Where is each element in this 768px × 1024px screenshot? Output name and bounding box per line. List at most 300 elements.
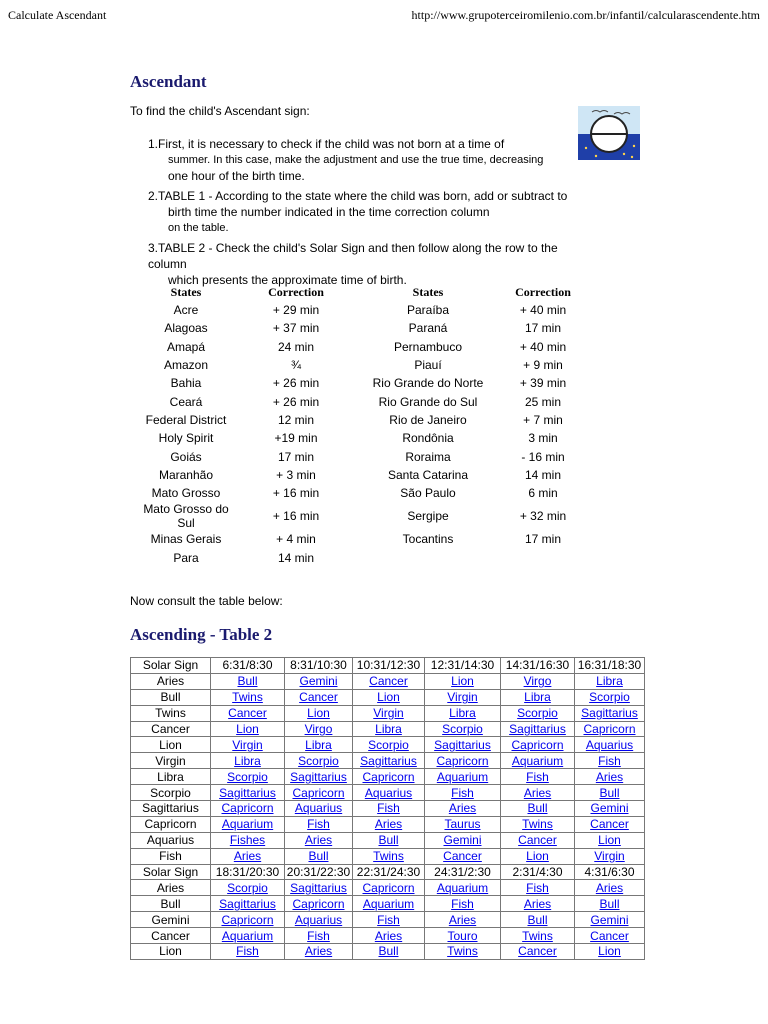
ascendant-sign-link[interactable]: Libra — [449, 706, 476, 721]
ascendant-cell — [285, 689, 353, 705]
ascendant-cell — [575, 928, 645, 944]
step-2 — [148, 188, 588, 236]
ascendant-sign-link[interactable]: Cancer — [299, 690, 338, 705]
solar-sign-cell: Sagittarius — [131, 801, 211, 817]
ascendant-sign-link[interactable]: Fish — [236, 944, 259, 959]
ascendant-cell — [353, 785, 425, 801]
ascendant-sign-link[interactable]: Touro — [447, 928, 478, 943]
solar-sign-cell: Libra — [131, 769, 211, 785]
ascendant-sign-link[interactable]: Cancer — [590, 928, 629, 943]
correction-cell: 17 min — [524, 321, 562, 336]
ascendant-cell — [211, 753, 285, 769]
state-name-cell: São Paulo — [400, 486, 456, 501]
ascendant-cell — [211, 689, 285, 705]
ascendant-sign-link[interactable]: Bull — [378, 944, 399, 959]
ascendant-cell — [211, 801, 285, 817]
solar-sign-cell: Bull — [131, 689, 211, 705]
correction-cell: 12 min — [277, 412, 315, 427]
ascendant-sign-link[interactable]: Aquarius — [364, 785, 413, 800]
table-row — [136, 392, 586, 410]
correction-cell: + 37 min — [272, 321, 320, 336]
ascendant-sign-link[interactable]: Cancer — [228, 706, 267, 721]
step-2-line-2: birth time the number indicated in the time correction column — [168, 205, 490, 219]
ascendant-sign-link[interactable]: Twins — [447, 944, 478, 959]
correction-cell: + 39 min — [519, 376, 567, 391]
solar-sign-cell: Gemini — [131, 912, 211, 928]
ascendant-cell — [575, 721, 645, 737]
ascendant-sign-link[interactable]: Aries — [304, 833, 333, 848]
ascendant-cell — [285, 880, 353, 896]
ascendant-cell — [425, 721, 501, 737]
ascendant-sign-link[interactable]: Aquarium — [362, 896, 415, 911]
ascendant-sign-link[interactable]: Fishes — [229, 833, 266, 848]
ascendant-sign-link[interactable]: Libra — [375, 722, 402, 736]
solar-sign-cell: Capricorn — [131, 816, 211, 832]
ascendant-sign-link[interactable]: Bull — [527, 801, 548, 816]
ascendant-sign-link[interactable]: Sagittarius — [219, 785, 276, 800]
table-row — [131, 912, 645, 928]
ascendant-sign-link[interactable]: Libra — [524, 690, 551, 705]
table-row — [136, 374, 586, 392]
ascendant-cell — [353, 689, 425, 705]
steps-list — [148, 136, 588, 292]
state-name-cell: Goiás — [170, 449, 202, 464]
table-row — [136, 549, 586, 567]
ascendant-cell — [353, 769, 425, 785]
solar-sign-cell: Cancer — [131, 721, 211, 737]
table-row — [136, 411, 586, 429]
table-row — [136, 356, 586, 374]
ascendant-sign-link[interactable]: Virgin — [373, 706, 404, 721]
ascendant-cell — [425, 801, 501, 817]
step-1-line-3: one hour of the birth time. — [168, 169, 305, 183]
ascendant-cell — [501, 832, 575, 848]
ascendant-sign-link[interactable]: Taurus — [444, 817, 481, 832]
state-name-cell: Acre — [173, 303, 199, 318]
table-row — [136, 338, 586, 356]
ascendant-cell — [425, 912, 501, 928]
ascendant-cell — [353, 705, 425, 721]
table-row — [136, 447, 586, 465]
ascendant-sign-link[interactable]: Scorpio — [442, 722, 483, 736]
ascendant-cell — [575, 848, 645, 864]
ascendant-sign-link[interactable]: Gemini — [443, 833, 482, 848]
ascendant-cell — [285, 721, 353, 737]
consult-text: Now consult the table below: — [130, 594, 283, 608]
ascendant-sign-link[interactable]: Aries — [595, 769, 624, 784]
ascendant-cell — [211, 769, 285, 785]
state-name-cell: Paraná — [408, 321, 448, 336]
time-range-header-cell: 10:31/12:30 — [353, 658, 425, 674]
time-range-header-cell: Solar Sign — [131, 864, 211, 880]
ascendant-sign-link[interactable]: Lion — [598, 833, 621, 848]
ascendant-sign-link[interactable]: Aries — [523, 785, 552, 800]
state-name-cell: Rondônia — [402, 431, 454, 446]
state-name-cell: Alagoas — [164, 321, 208, 336]
ascendant-cell — [501, 928, 575, 944]
ascendant-cell — [425, 705, 501, 721]
ascendant-cell — [211, 912, 285, 928]
ascendant-sign-link[interactable]: Sagittarius — [290, 769, 347, 784]
correction-cell: + 29 min — [272, 303, 320, 318]
solar-sign-cell: Bull — [131, 896, 211, 912]
ascendant-cell — [211, 785, 285, 801]
ascendant-sign-link[interactable]: Aquarium — [436, 769, 489, 784]
ascendant-cell — [575, 673, 645, 689]
ascendant-sign-link[interactable]: Sagittarius — [581, 706, 638, 721]
solar-sign-cell: Cancer — [131, 928, 211, 944]
ascendant-sign-link[interactable]: Aries — [448, 912, 477, 927]
column-header: Correction — [515, 285, 571, 299]
table-row — [136, 502, 586, 530]
ascendant-sign-link[interactable]: Aquarium — [511, 753, 564, 768]
page-url: http://www.grupoterceiromilenio.com.br/infantil/calcularascendente.htm — [411, 8, 760, 22]
ascendant-sign-link[interactable]: Sagittarius — [509, 722, 566, 736]
ascendant-cell — [353, 673, 425, 689]
ascendant-sign-link[interactable]: Scorpio — [368, 737, 409, 752]
table-header-row — [136, 284, 586, 301]
ascendant-cell — [353, 928, 425, 944]
ascendant-sign-link[interactable]: Cancer — [443, 849, 482, 864]
ascendant-cell — [575, 880, 645, 896]
correction-cell: + 26 min — [272, 376, 320, 391]
ascendant-sign-link[interactable]: Fish — [598, 753, 621, 768]
ascendant-sign-link[interactable]: Capricorn — [436, 753, 489, 768]
time-range-header-cell: 16:31/18:30 — [575, 658, 645, 674]
table-row — [131, 785, 645, 801]
ascendant-sign-link[interactable]: Libra — [305, 737, 332, 752]
table-row — [136, 530, 586, 548]
ascendant-sign-link[interactable]: Capricorn — [583, 722, 636, 736]
ascendant-sign-link[interactable]: Fish — [526, 769, 549, 784]
ascendant-sign-link[interactable]: Bull — [237, 674, 258, 689]
ascendant-cell — [353, 801, 425, 817]
table-row — [131, 880, 645, 896]
step-3 — [148, 240, 588, 288]
ascendant-cell — [285, 753, 353, 769]
table-row — [131, 801, 645, 817]
ascendant-sign-link[interactable]: Sagittarius — [290, 880, 347, 895]
ascendant-cell — [285, 928, 353, 944]
ascendant-sign-link[interactable]: Gemini — [299, 674, 338, 689]
column-header: Correction — [268, 285, 324, 299]
table-row — [131, 721, 645, 737]
state-name-cell: Maranhão — [158, 467, 214, 482]
solar-sign-cell: Lion — [131, 737, 211, 753]
ascendant-cell — [501, 944, 575, 960]
ascendant-sign-link[interactable]: Fish — [451, 785, 474, 800]
ascendant-cell — [285, 737, 353, 753]
ascendant-sign-link[interactable]: Aries — [304, 944, 333, 959]
ascendant-sign-link[interactable]: Aquarius — [585, 737, 634, 752]
state-name-cell: Holy Spirit — [158, 431, 214, 446]
table-row — [131, 658, 645, 674]
ascendant-cell — [425, 896, 501, 912]
ascendant-sign-link[interactable]: Cancer — [518, 833, 557, 848]
state-name-cell: Tocantins — [402, 532, 454, 547]
ascendant-cell — [425, 737, 501, 753]
correction-cell: 6 min — [528, 486, 558, 501]
ascendant-cell — [353, 896, 425, 912]
state-name-cell: Minas Gerais — [150, 532, 222, 547]
ascendant-cell — [285, 896, 353, 912]
solar-sign-cell: Aries — [131, 673, 211, 689]
ascendant-sign-link[interactable]: Aquarius — [294, 912, 343, 927]
state-name-cell: Ceará — [169, 394, 203, 409]
solar-sign-cell: Virgin — [131, 753, 211, 769]
ascendant-cell — [285, 848, 353, 864]
ascendant-sign-link[interactable]: Fish — [377, 801, 400, 816]
ascendant-sign-link[interactable]: Gemini — [590, 912, 629, 927]
solar-sign-cell: Twins — [131, 705, 211, 721]
ascendant-cell — [575, 689, 645, 705]
state-name-cell: Pernambuco — [393, 339, 463, 354]
state-name-cell: Santa Catarina — [387, 467, 469, 482]
state-name-cell: Mato Grosso do Sul — [143, 502, 229, 531]
state-name-cell: Mato Grosso — [151, 486, 221, 501]
ascendant-sign-link[interactable]: Aries — [374, 928, 403, 943]
ascendant-cell — [211, 721, 285, 737]
correction-cell: + 3 min — [276, 467, 316, 482]
ascendant-sign-link[interactable]: Sagittarius — [219, 896, 276, 911]
ascendant-sign-link[interactable]: Bull — [599, 896, 620, 911]
ascendant-cell — [501, 816, 575, 832]
ascendant-cell — [425, 753, 501, 769]
ascendant-cell — [575, 785, 645, 801]
ascendant-sign-link[interactable]: Libra — [596, 674, 623, 689]
ascendant-sign-link[interactable]: Capricorn — [221, 801, 274, 816]
step-1-line-1: 1.First, it is necessary to check if the child was not born at a time of — [148, 137, 505, 151]
correction-cell: 17 min — [277, 449, 315, 464]
ascendant-sign-link[interactable]: Capricorn — [292, 785, 345, 800]
table-row — [131, 737, 645, 753]
ascendant-sign-link[interactable]: Capricorn — [511, 737, 564, 752]
ascendant-cell — [211, 816, 285, 832]
ascendant-sign-link[interactable]: Scorpio — [298, 753, 339, 768]
state-name-cell — [356, 549, 500, 567]
ascendant-sign-link[interactable]: Fish — [451, 896, 474, 911]
correction-cell: ¾ — [290, 358, 301, 373]
ascendant-sign-link[interactable]: Bull — [378, 833, 399, 848]
ascendant-cell — [575, 705, 645, 721]
state-name-cell: Rio Grande do Norte — [372, 376, 484, 391]
ascendant-cell — [575, 944, 645, 960]
ascendant-cell — [425, 785, 501, 801]
ascendant-sign-link[interactable]: Lion — [307, 706, 330, 721]
ascendant-cell — [353, 912, 425, 928]
ascendant-cell — [501, 689, 575, 705]
ascendant-cell — [353, 880, 425, 896]
ascendant-sign-link[interactable]: Twins — [232, 690, 263, 705]
table-row — [131, 673, 645, 689]
ascendant-sign-link[interactable]: Sagittarius — [360, 753, 417, 768]
intro-text: To find the child's Ascendant sign: — [130, 104, 310, 118]
ascendant-sign-link[interactable]: Sagittarius — [434, 737, 491, 752]
solar-sign-cell: Fish — [131, 848, 211, 864]
ascendant-cell — [575, 737, 645, 753]
ascendant-cell — [501, 880, 575, 896]
state-name-cell: Roraima — [405, 449, 451, 464]
solar-sign-cell: Lion — [131, 944, 211, 960]
state-name-cell: Federal District — [145, 412, 227, 427]
ascendant-cell — [575, 912, 645, 928]
solar-sign-cell: Scorpio — [131, 785, 211, 801]
ascendant-cell — [501, 737, 575, 753]
step-2-line-1: 2.TABLE 1 - According to the state where the child was born, add or subtract to — [148, 189, 568, 203]
ascendant-sign-link[interactable]: Bull — [599, 785, 620, 800]
ascendant-sign-link[interactable]: Bull — [308, 849, 329, 864]
ascendant-cell — [285, 801, 353, 817]
ascendant-cell — [211, 705, 285, 721]
ascendant-cell — [575, 753, 645, 769]
ascendant-sign-link[interactable]: Scorpio — [227, 769, 268, 784]
ascendant-sign-link[interactable]: Twins — [522, 817, 553, 832]
table-row — [131, 816, 645, 832]
ascendant-sign-link[interactable]: Twins — [522, 928, 553, 943]
time-range-header-cell: Solar Sign — [131, 658, 211, 674]
table-row — [131, 705, 645, 721]
ascendant-sign-link[interactable]: Cancer — [590, 817, 629, 832]
ascendant-sign-link[interactable]: Virgin — [594, 849, 625, 864]
ascendant-cell — [285, 832, 353, 848]
ascendant-sign-link[interactable]: Aries — [595, 880, 624, 895]
state-name-cell: Rio de Janeiro — [389, 412, 467, 427]
ascendant-cell — [501, 785, 575, 801]
state-name-cell: Amapá — [166, 339, 206, 354]
ascending-table — [130, 657, 645, 960]
correction-cell: + 9 min — [523, 358, 563, 373]
ascendant-cell — [211, 944, 285, 960]
states-correction-table — [136, 284, 586, 567]
ascendant-sign-link[interactable]: Virgo — [304, 722, 333, 736]
state-name-cell: Amazon — [163, 358, 209, 373]
ascendant-sign-link[interactable]: Aries — [233, 849, 262, 864]
time-range-header-cell: 2:31/4:30 — [501, 864, 575, 880]
ascendant-cell — [501, 848, 575, 864]
table-row — [131, 689, 645, 705]
ascendant-sign-link[interactable]: Aquarium — [221, 928, 274, 943]
ascendant-cell — [211, 880, 285, 896]
ascendant-sign-link[interactable]: Cancer — [369, 674, 408, 689]
table-row — [131, 944, 645, 960]
ascendant-cell — [285, 944, 353, 960]
ascendant-sign-link[interactable]: Capricorn — [362, 880, 415, 895]
ascendant-sign-link[interactable]: Twins — [373, 849, 404, 864]
ascendant-sign-link[interactable]: Libra — [234, 753, 261, 768]
ascendant-cell — [285, 816, 353, 832]
ascendant-sign-link[interactable]: Fish — [377, 912, 400, 927]
ascendant-sign-link[interactable]: Capricorn — [362, 769, 415, 784]
time-range-header-cell: 20:31/22:30 — [285, 864, 353, 880]
time-range-header-cell: 14:31/16:30 — [501, 658, 575, 674]
correction-cell: - 16 min — [521, 449, 565, 464]
ascendant-cell — [425, 816, 501, 832]
state-name-cell: Piauí — [414, 358, 442, 373]
table-row — [131, 769, 645, 785]
time-range-header-cell: 22:31/24:30 — [353, 864, 425, 880]
ascendant-sign-link[interactable]: Bull — [527, 912, 548, 927]
table-row — [131, 832, 645, 848]
correction-cell: 14 min — [277, 550, 315, 565]
ascendant-sign-link[interactable]: Aquarius — [294, 801, 343, 816]
correction-cell: 24 min — [277, 339, 315, 354]
ascendant-sign-link[interactable]: Aries — [523, 896, 552, 911]
ascendant-cell — [501, 769, 575, 785]
solar-sign-cell: Aquarius — [131, 832, 211, 848]
ascendant-cell — [575, 801, 645, 817]
ascendant-cell — [425, 848, 501, 864]
column-header: States — [170, 285, 202, 299]
step-2-line-3: on the table. — [168, 222, 229, 234]
ascendant-sign-link[interactable]: Aries — [448, 801, 477, 816]
ascendant-sign-link[interactable]: Aries — [374, 817, 403, 832]
ascendant-sign-link[interactable]: Scorpio — [227, 880, 268, 895]
correction-cell — [500, 549, 586, 567]
correction-cell: + 16 min — [272, 509, 320, 524]
state-name-cell: Para — [173, 550, 199, 565]
ascendant-cell — [285, 769, 353, 785]
ascendant-cell — [501, 801, 575, 817]
ascendant-cell — [501, 705, 575, 721]
step-1-line-2: summer. In this case, make the adjustment and use the true time, decreasing — [168, 154, 544, 166]
ascendant-sign-link[interactable]: Lion — [236, 722, 259, 736]
ascendant-sign-link[interactable]: Fish — [307, 928, 330, 943]
ascendant-cell — [211, 737, 285, 753]
table-row — [131, 928, 645, 944]
time-range-header-cell: 6:31/8:30 — [211, 658, 285, 674]
ascendant-sign-link[interactable]: Virgo — [523, 674, 552, 689]
ascendant-sign-link[interactable]: Capricorn — [292, 896, 345, 911]
ascendant-sign-link[interactable]: Capricorn — [221, 912, 274, 927]
table-row — [136, 301, 586, 319]
ascendant-sign-link[interactable]: Aquarium — [436, 880, 489, 895]
step-3-line-1: 3.TABLE 2 - Check the child's Solar Sign and then follow along the row to the column — [148, 241, 558, 271]
ascendant-sign-link[interactable]: Lion — [598, 944, 621, 959]
correction-cell: + 16 min — [272, 486, 320, 501]
ascendant-cell — [353, 721, 425, 737]
ascendant-sign-link[interactable]: Virgin — [447, 690, 478, 705]
correction-cell: 14 min — [524, 467, 562, 482]
ascendant-cell — [575, 896, 645, 912]
ascendant-sign-link[interactable]: Aquarium — [221, 817, 274, 832]
ascendant-cell — [353, 848, 425, 864]
ascendant-sign-link[interactable]: Fish — [526, 880, 549, 895]
ascendant-cell — [425, 689, 501, 705]
table-row — [131, 848, 645, 864]
step-1 — [148, 136, 588, 184]
ascendant-sign-link[interactable]: Lion — [377, 690, 400, 705]
ascendant-sign-link[interactable]: Gemini — [590, 801, 629, 816]
ascendant-sign-link[interactable]: Lion — [526, 849, 549, 864]
ascendant-sign-link[interactable]: Scorpio — [517, 706, 558, 721]
ascendant-sign-link[interactable]: Fish — [307, 817, 330, 832]
ascendant-sign-link[interactable]: Scorpio — [589, 690, 630, 705]
ascendant-sign-link[interactable]: Cancer — [518, 944, 557, 959]
ascendant-cell — [425, 880, 501, 896]
ascendant-sign-link[interactable]: Lion — [451, 674, 474, 689]
table-row — [131, 896, 645, 912]
time-range-header-cell: 18:31/20:30 — [211, 864, 285, 880]
table-row — [136, 466, 586, 484]
table-row — [136, 319, 586, 337]
state-name-cell: Rio Grande do Sul — [378, 394, 478, 409]
ascendant-cell — [501, 753, 575, 769]
state-name-cell: Sergipe — [407, 509, 449, 524]
ascendant-sign-link[interactable]: Virgin — [232, 737, 263, 752]
ascendant-cell — [211, 673, 285, 689]
correction-cell: + 26 min — [272, 394, 320, 409]
table-row — [136, 484, 586, 502]
